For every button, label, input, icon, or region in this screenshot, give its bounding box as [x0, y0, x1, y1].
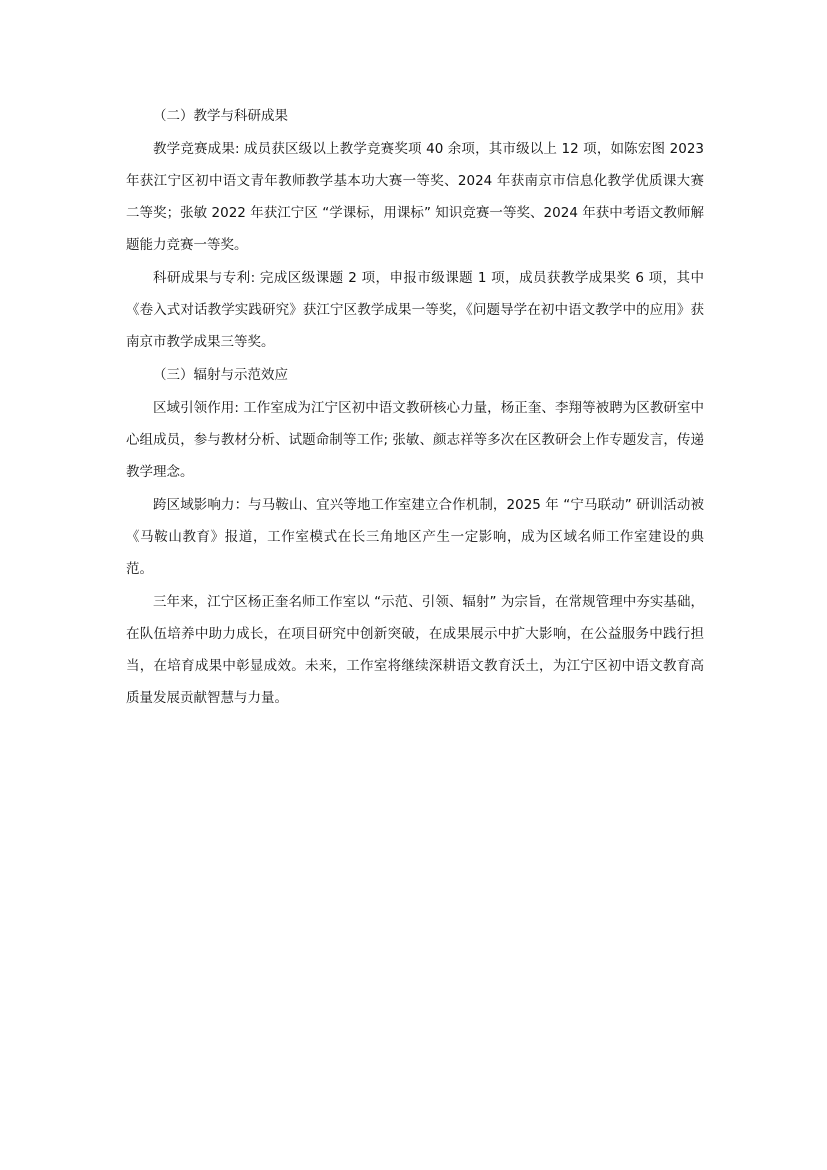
section-heading-radiation: （三）辐射与示范效应: [153, 367, 288, 383]
paragraph-regional-leadership: 区域引领作用: 工作室成为江宁区初中语文教研核心力量，杨正奎、李翔等被聘为区教研室中心组成员，参与教材分析、试题命制等工作; 张敏、颜志祥等多次在区教研会上作专题发言，传递教学理念。: [126, 400, 704, 480]
paragraph-cross-regional-influence: 跨区域影响力：与马鞍山、宜兴等地工作室建立合作机制，2025 年 “宁马联动” 研训活动被《马鞍山教育》报道，工作室模式在长三角地区产生一定影响，成为区域名师工作室建设的典范。: [126, 497, 704, 577]
paragraph-conclusion: 三年来，江宁区杨正奎名师工作室以 “示范、引领、辐射” 为宗旨，在常规管理中夯实基础，在队伍培养中助力成长，在项目研究中创新突破，在成果展示中扩大影响，在公益服务中践行担当，在培育成果中彰显成效。未来，工作室将继续深耕语文教育沃土，为江宁区初中语文教育高质量发展贡献智慧与力量。: [126, 594, 704, 706]
document-page: [126, 100, 704, 715]
section-heading-teaching-research: （二）教学与科研成果: [153, 108, 288, 124]
paragraph-research-achievements: 科研成果与专利: 完成区级课题 2 项，申报市级课题 1 项，成员获教学成果奖 6 项，其中《卷入式对话教学实践研究》获江宁区教学成果一等奖，《问题导学在初中语文教学中的应用》获南京市教学成果三等奖。: [126, 270, 704, 350]
paragraph-teaching-competition: 教学竞赛成果: 成员获区级以上教学竞赛奖项 40 余项，其市级以上 12 项，如陈宏图 2023 年获江宁区初中语文青年教师教学基本功大赛一等奖、2024 年获南京市信息化教学优质课大赛二等奖；张敏 2022 年获江宁区 “学课标，用课标” 知识竞赛一等奖、2024 年获中考语文教师解题能力竞赛一等奖。: [126, 141, 704, 253]
